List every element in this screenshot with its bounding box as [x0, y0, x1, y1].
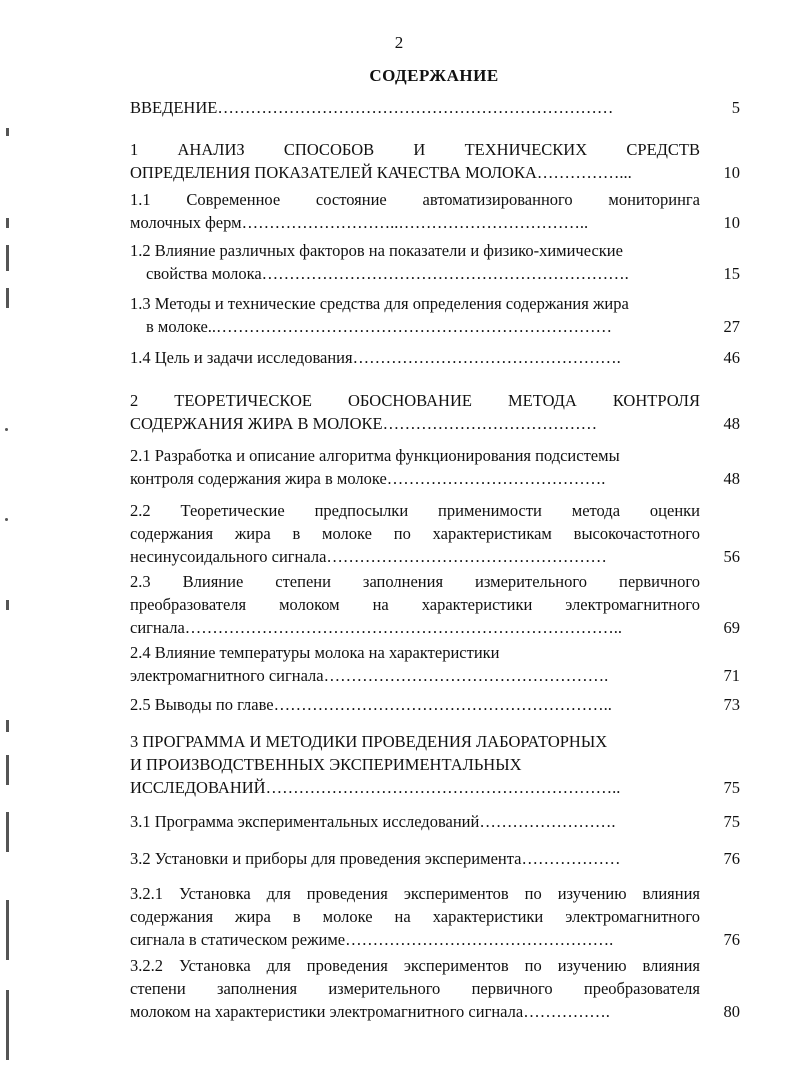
toc-page-number: 76 [723, 849, 740, 868]
toc-entry [130, 96, 700, 119]
toc-page-number: 80 [723, 1002, 740, 1021]
toc-page-number: 73 [723, 695, 740, 714]
toc-entry-line: 2.3 Влияние степени заполнения измерительного первичного [130, 572, 700, 591]
toc-entry-line: преобразователя молоком на характеристики электромагнитного [130, 595, 700, 614]
toc-entry-line: 2 ТЕОРЕТИЧЕСКОЕ ОБОСНОВАНИЕ МЕТОДА КОНТРОЛЯ [130, 391, 700, 410]
toc-entry-line: 1 АНАЛИЗ СПОСОБОВ И ТЕХНИЧЕСКИХ СРЕДСТВ [130, 140, 700, 159]
toc-entry [130, 239, 700, 285]
toc-entry-line: ОПРЕДЕЛЕНИЯ ПОКАЗАТЕЛЕЙ КАЧЕСТВА МОЛОКА……………... [130, 163, 632, 182]
margin-mark [6, 755, 9, 785]
toc-entry-line: свойства молока…………………………………………………………. [146, 264, 629, 283]
margin-mark [6, 128, 9, 136]
toc-entry-line: электромагнитного сигнала……………………………………………. [130, 666, 609, 685]
toc-entry [130, 641, 700, 687]
toc-page-number: 69 [723, 618, 740, 637]
toc-entry-line: в молоке..……………………………………………………………… [146, 317, 613, 336]
toc-entry-line: 1.2 Влияние различных факторов на показатели и физико-химические [130, 241, 623, 260]
toc-entry-line: содержания жира в молоке по характеристикам высокочастотного [130, 524, 700, 543]
page-number: 2 [394, 33, 404, 52]
margin-mark [6, 218, 9, 228]
toc-page-number: 5 [731, 98, 740, 117]
toc-entry [130, 570, 700, 639]
toc-page-number: 48 [723, 414, 740, 433]
toc-entry [130, 730, 700, 799]
toc-page-number: 75 [723, 778, 740, 797]
margin-mark [6, 812, 9, 852]
toc-page-number: 46 [723, 348, 740, 367]
toc-page-number: 56 [723, 547, 740, 566]
toc-page-number: 27 [723, 317, 740, 336]
toc-entry-line: степени заполнения измерительного первичного преобразователя [130, 979, 700, 998]
toc-entry-line: 3 ПРОГРАММА И МЕТОДИКИ ПРОВЕДЕНИЯ ЛАБОРАТОРНЫХ [130, 732, 608, 751]
toc-entry [130, 882, 700, 951]
toc-entry [130, 292, 700, 338]
margin-mark [6, 900, 9, 960]
toc-entry-line: 1.3 Методы и технические средства для определения содержания жира [130, 294, 629, 313]
toc-entry-line: сигнала…………………………………………………………………….. [130, 618, 623, 637]
toc-entry-line: 3.2.2 Установка для проведения экспериментов по изучению влияния [130, 956, 700, 975]
toc-entry-line: 3.1 Программа экспериментальных исследований……………………. [130, 812, 616, 831]
toc-entry-line: несинусоидального сигнала…………………………………………… [130, 547, 607, 566]
toc-entry-line: 1.4 Цель и задачи исследования…………………………………………. [130, 348, 621, 367]
toc-entry [130, 444, 700, 490]
toc-page-number: 10 [723, 213, 740, 232]
margin-dot [5, 428, 8, 431]
page-title: СОДЕРЖАНИЕ [369, 66, 499, 85]
toc-entry-line: 2.2 Теоретические предпосылки применимости метода оценки [130, 501, 700, 520]
toc-entry-line: ВВЕДЕНИЕ……………………………………………………………… [130, 98, 614, 117]
toc-entry-line: СОДЕРЖАНИЯ ЖИРА В МОЛОКЕ………………………………… [130, 414, 598, 433]
toc-entry [130, 138, 700, 184]
toc-entry-line: ИССЛЕДОВАНИЙ……………………………………………………….. [130, 778, 621, 797]
toc-entry-line: 2.5 Выводы по главе…………………………………………………….. [130, 695, 612, 714]
margin-mark [6, 288, 9, 308]
toc-entry [130, 847, 700, 870]
toc-entry-line: 2.4 Влияние температуры молока на характеристики [130, 643, 500, 662]
toc-entry [130, 810, 700, 833]
toc-entry [130, 693, 700, 716]
toc-entry [130, 954, 700, 1023]
toc-entry-line: молочных ферм………………………..…………………………….. [130, 213, 589, 232]
toc-entry [130, 346, 700, 369]
toc-entry-line: 1.1 Современное состояние автоматизированного мониторинга [130, 190, 700, 209]
toc-entry [130, 389, 700, 435]
toc-page-number: 10 [723, 163, 740, 182]
toc-page-number: 15 [723, 264, 740, 283]
margin-mark [6, 245, 9, 271]
margin-mark [6, 600, 9, 610]
toc-entry-line: молоком на характеристики электромагнитного сигнала……………. [130, 1002, 610, 1021]
toc-page-number: 75 [723, 812, 740, 831]
toc-entry-line: сигнала в статическом режиме…………………………………………. [130, 930, 614, 949]
margin-mark [6, 990, 9, 1060]
toc-entry-line: И ПРОИЗВОДСТВЕННЫХ ЭКСПЕРИМЕНТАЛЬНЫХ [130, 755, 522, 774]
toc-entry [130, 499, 700, 568]
margin-mark [6, 720, 9, 732]
toc-page-number: 76 [723, 930, 740, 949]
toc-entry [130, 188, 700, 234]
toc-page-number: 48 [723, 469, 740, 488]
toc-entry-line: содержания жира в молоке на характеристики электромагнитного [130, 907, 700, 926]
toc-entry-line: контроля содержания жира в молоке…………………………………. [130, 469, 606, 488]
toc-entry-line: 2.1 Разработка и описание алгоритма функционирования подсистемы [130, 446, 620, 465]
toc-page-number: 71 [723, 666, 740, 685]
toc-entry-line: 3.2 Установки и приборы для проведения эксперимента……………… [130, 849, 621, 868]
toc-entry-line: 3.2.1 Установка для проведения экспериментов по изучению влияния [130, 884, 700, 903]
margin-dot [5, 518, 8, 521]
